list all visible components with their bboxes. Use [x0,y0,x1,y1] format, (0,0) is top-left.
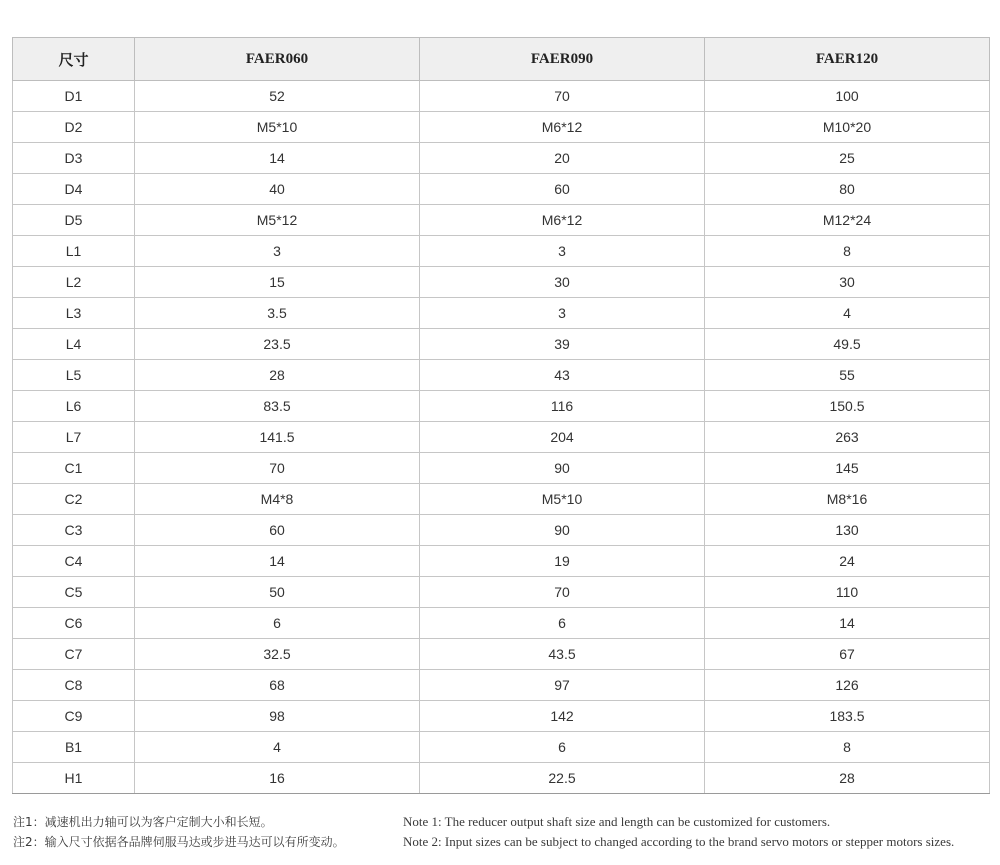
table-row [13,639,990,670]
cell-value: 6 [420,608,705,639]
note-cn-2: 注2：输入尺寸依据各品牌伺服马达或步进马达可以有所变动。 [13,835,345,849]
cell-value: 15 [135,267,420,298]
cell-value: 100 [705,81,990,112]
cell-value: 150.5 [705,391,990,422]
cell-value: 30 [705,267,990,298]
cell-value: 67 [705,639,990,670]
cell-value: 6 [135,608,420,639]
cell-value: 142 [420,701,705,732]
cell-value: 183.5 [705,701,990,732]
row-label: C3 [13,515,135,546]
row-label: D3 [13,143,135,174]
cell-value: 80 [705,174,990,205]
row-label: L6 [13,391,135,422]
table-row [13,577,990,608]
cell-value: 22.5 [420,763,705,794]
row-label: L7 [13,422,135,453]
row-label: C9 [13,701,135,732]
header-faer060: FAER060 [135,38,420,81]
row-label: C6 [13,608,135,639]
header-faer090: FAER090 [420,38,705,81]
cell-value: 14 [135,546,420,577]
cell-value: M5*10 [420,484,705,515]
row-label: H1 [13,763,135,794]
note-en-1: Note 1: The reducer output shaft size and length can be customized for customers. [403,814,831,829]
cell-value: 60 [420,174,705,205]
table-row [13,422,990,453]
row-label: D5 [13,205,135,236]
row-label: D4 [13,174,135,205]
cell-value: 8 [705,732,990,763]
cell-value: 60 [135,515,420,546]
table-header-row [13,38,990,81]
cell-value: 90 [420,515,705,546]
cell-value: M12*24 [705,205,990,236]
row-label: C1 [13,453,135,484]
notes-english [403,812,954,852]
cell-value: 43.5 [420,639,705,670]
cell-value: M6*12 [420,205,705,236]
cell-value: 3.5 [135,298,420,329]
table-row [13,81,990,112]
row-label: C2 [13,484,135,515]
cell-value: 14 [135,143,420,174]
cell-value: M8*16 [705,484,990,515]
row-label: L4 [13,329,135,360]
table-row [13,298,990,329]
row-label: C4 [13,546,135,577]
cell-value: 97 [420,670,705,701]
cell-value: 6 [420,732,705,763]
cell-value: 263 [705,422,990,453]
cell-value: 40 [135,174,420,205]
cell-value: 141.5 [135,422,420,453]
cell-value: 70 [135,453,420,484]
note-cn-1: 注1：减速机出力轴可以为客户定制大小和长短。 [13,815,273,829]
cell-value: 39 [420,329,705,360]
header-size: 尺寸 [13,38,135,81]
cell-value: 4 [135,732,420,763]
cell-value: 20 [420,143,705,174]
cell-value: 130 [705,515,990,546]
cell-value: 55 [705,360,990,391]
row-label: D2 [13,112,135,143]
cell-value: M4*8 [135,484,420,515]
cell-value: 50 [135,577,420,608]
row-label: D1 [13,81,135,112]
dimension-table [12,37,990,794]
table-row [13,763,990,794]
cell-value: 28 [705,763,990,794]
table-body [13,81,990,794]
row-label: L2 [13,267,135,298]
table-row [13,391,990,422]
cell-value: 24 [705,546,990,577]
table-row [13,360,990,391]
cell-value: 83.5 [135,391,420,422]
note-en-2: Note 2: Input sizes can be subject to changed according to the brand servo motors or stepper motors sizes. [403,834,955,849]
table-row [13,670,990,701]
table-row [13,515,990,546]
cell-value: 4 [705,298,990,329]
cell-value: 116 [420,391,705,422]
table-row [13,267,990,298]
table-row [13,329,990,360]
row-label: L1 [13,236,135,267]
cell-value: 126 [705,670,990,701]
cell-value: 70 [420,81,705,112]
cell-value: 68 [135,670,420,701]
row-label: C8 [13,670,135,701]
cell-value: 3 [420,236,705,267]
cell-value: 28 [135,360,420,391]
cell-value: 98 [135,701,420,732]
cell-value: 110 [705,577,990,608]
table-row [13,484,990,515]
cell-value: 19 [420,546,705,577]
cell-value: 14 [705,608,990,639]
cell-value: 3 [135,236,420,267]
table-row [13,453,990,484]
cell-value: 32.5 [135,639,420,670]
cell-value: 90 [420,453,705,484]
cell-value: 8 [705,236,990,267]
cell-value: M5*12 [135,205,420,236]
table-row [13,701,990,732]
row-label: L5 [13,360,135,391]
cell-value: 49.5 [705,329,990,360]
cell-value: 25 [705,143,990,174]
header-faer120: FAER120 [705,38,990,81]
table-row [13,732,990,763]
row-label: B1 [13,732,135,763]
cell-value: 23.5 [135,329,420,360]
cell-value: 145 [705,453,990,484]
table-row [13,236,990,267]
table-row [13,546,990,577]
cell-value: 43 [420,360,705,391]
row-label: C5 [13,577,135,608]
table-row [13,112,990,143]
cell-value: 16 [135,763,420,794]
table-row [13,205,990,236]
table-row [13,143,990,174]
notes-chinese [13,812,345,852]
table-row [13,608,990,639]
cell-value: M5*10 [135,112,420,143]
cell-value: M10*20 [705,112,990,143]
row-label: C7 [13,639,135,670]
cell-value: 70 [420,577,705,608]
table-row [13,174,990,205]
row-label: L3 [13,298,135,329]
cell-value: 3 [420,298,705,329]
cell-value: 30 [420,267,705,298]
cell-value: M6*12 [420,112,705,143]
cell-value: 204 [420,422,705,453]
cell-value: 52 [135,81,420,112]
